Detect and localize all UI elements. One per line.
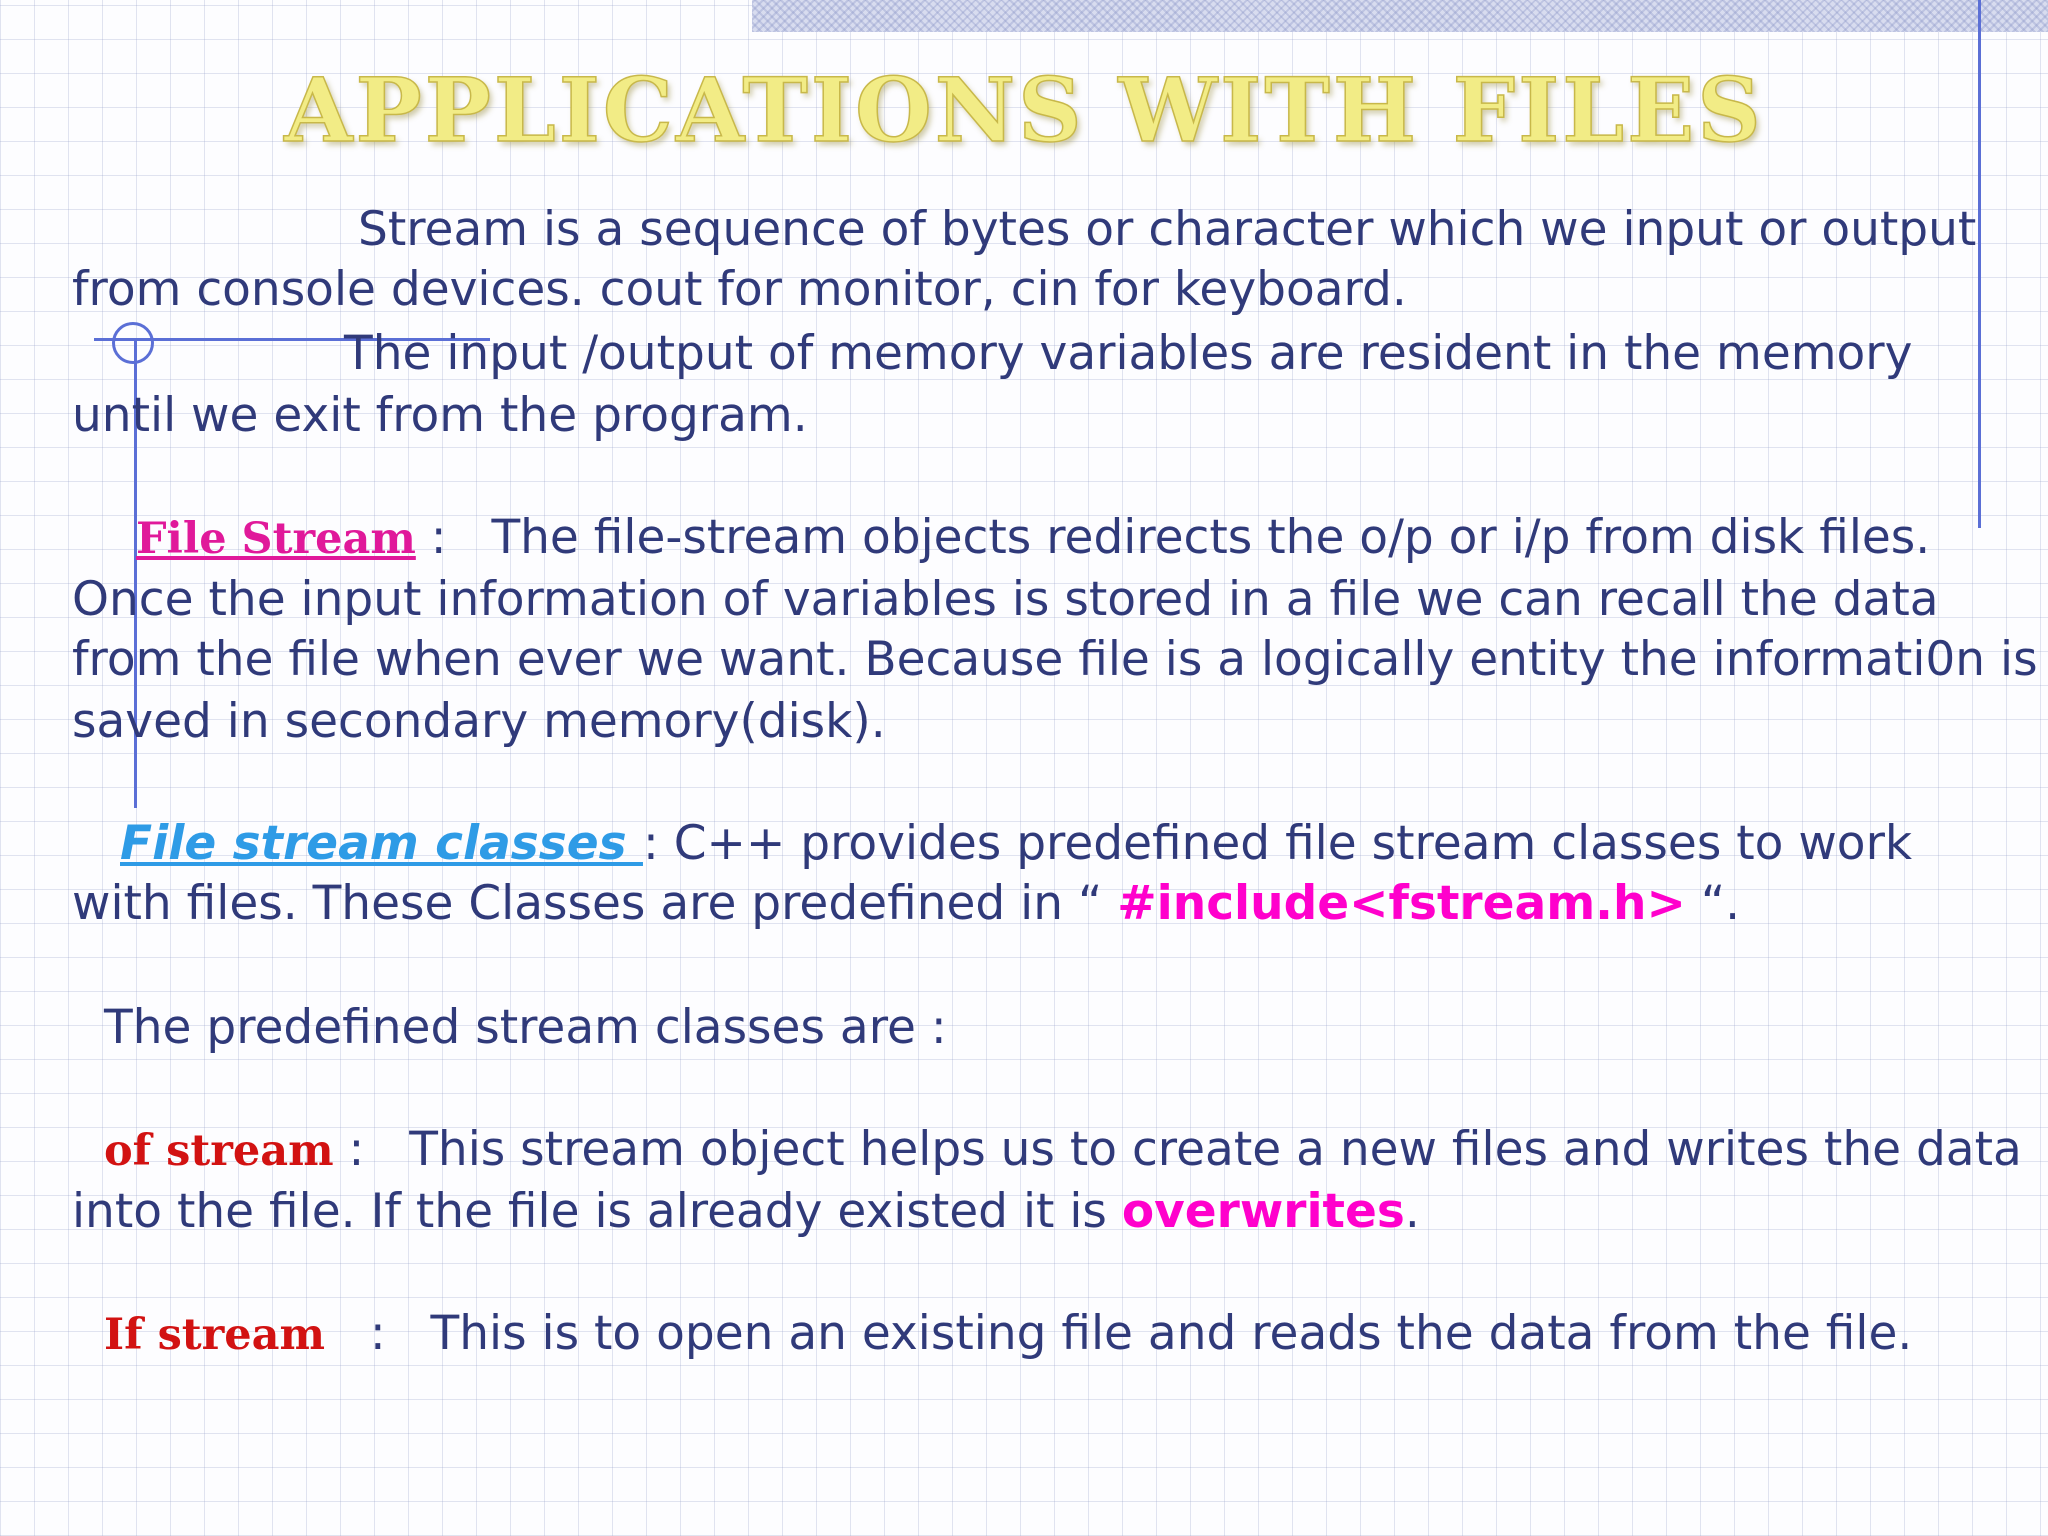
- file-stream-classes-line-2: [72, 874, 1740, 934]
- file-stream-line-2: Once the input information of variables is stored in a file we can recall the data: [72, 572, 1939, 627]
- intro-line-1: Stream is a sequence of bytes or character which we input or output: [358, 202, 1977, 257]
- intro-line-4: until we exit from the program.: [72, 388, 808, 443]
- decorative-top-band: [752, 0, 2048, 32]
- file-stream-classes-text-2: with files. These Classes are predefined in “: [72, 876, 1118, 931]
- ofstream-separator: :: [333, 1122, 365, 1177]
- slide-title: APPLICATIONS WITH FILES: [284, 58, 1764, 162]
- ifstream-separator: :: [369, 1306, 386, 1361]
- ofstream-text-2: into the file. If the file is already existed it is: [72, 1184, 1122, 1239]
- file-stream-line-4: saved in secondary memory(disk).: [72, 694, 886, 749]
- file-stream-term: File Stream: [136, 514, 416, 564]
- decorative-circle: [112, 322, 154, 364]
- ifstream-term: If stream: [104, 1310, 326, 1360]
- ifstream-text-1: This is to open an existing file and reads the data from the file.: [430, 1306, 1913, 1361]
- file-stream-separator: :: [415, 510, 447, 565]
- predefined-heading: The predefined stream classes are :: [104, 1000, 947, 1055]
- ofstream-text-3: .: [1404, 1184, 1420, 1239]
- file-stream-classes-text-3: “.: [1685, 876, 1741, 931]
- intro-line-2: from console devices. cout for monitor, cin for keyboard.: [72, 262, 1407, 317]
- intro-line-3: The input /output of memory variables are resident in the memory: [344, 326, 1913, 381]
- ifstream-line-1: [104, 1304, 1912, 1365]
- ofstream-text-1: This stream object helps us to create a new files and writes the data: [409, 1122, 2022, 1177]
- file-stream-line-3: from the file when ever we want. Because file is a logically entity the informati0n is: [72, 632, 2038, 687]
- ofstream-line-1: [104, 1120, 2022, 1181]
- file-stream-text-1: The file-stream objects redirects the o/p or i/p from disk files.: [491, 510, 1931, 565]
- file-stream-classes-text-1: : C++ provides predefined file stream classes to work: [642, 816, 1913, 871]
- file-stream-classes-term: File stream classes: [120, 816, 643, 871]
- ofstream-line-2: [72, 1182, 1420, 1242]
- include-directive: #include<fstream.h>: [1117, 876, 1686, 931]
- overwrites-highlight: overwrites: [1121, 1184, 1405, 1239]
- ofstream-term: of stream: [104, 1126, 334, 1176]
- file-stream-classes-line-1: [120, 814, 1912, 874]
- file-stream-line-1: [136, 508, 1930, 569]
